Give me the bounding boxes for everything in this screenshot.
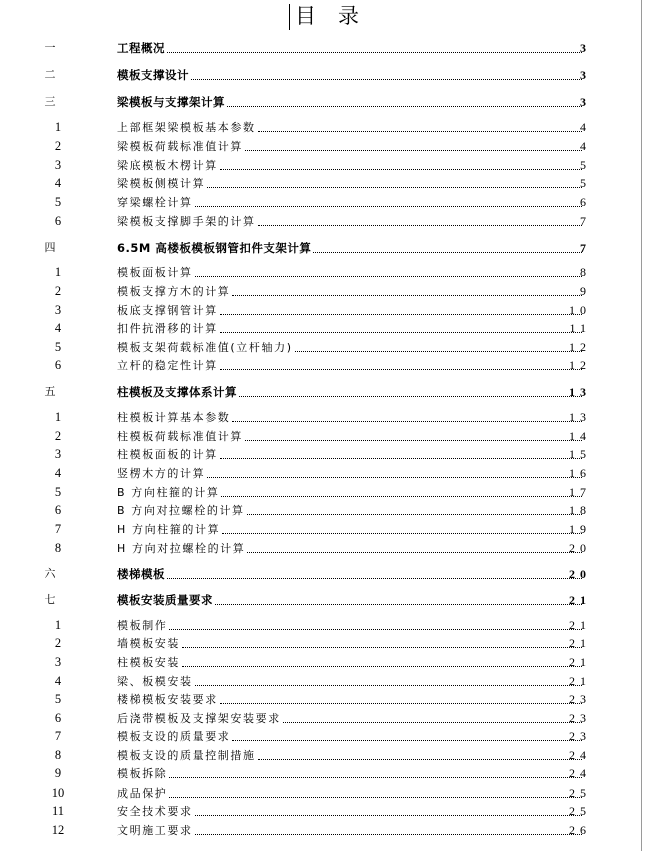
toc-entry-page-number: 21 (569, 674, 591, 688)
toc-entry-number: 4 (54, 674, 62, 688)
toc-entry-number: 2 (54, 139, 62, 153)
toc-entry-number: 6 (54, 711, 62, 725)
toc-entry-page-number: 20 (569, 567, 591, 581)
toc-entry-number: 5 (54, 195, 62, 209)
toc-entry-number: 3 (54, 158, 62, 172)
toc-entry-number: 11 (51, 804, 65, 818)
toc-entry-page-number: 15 (569, 447, 591, 461)
toc-entry-leader (117, 386, 584, 400)
toc-dot-leader (195, 814, 582, 816)
toc-dot-leader (220, 168, 582, 170)
toc-entry-leader (117, 69, 584, 83)
toc-entry-page-number: 14 (569, 429, 591, 443)
toc-entry-page-number: 12 (569, 340, 591, 354)
toc-entry-title: 梁底模板木楞计算 (117, 159, 218, 172)
toc-dot-leader (232, 739, 582, 741)
toc-entry-number: 二 (44, 68, 56, 81)
toc-entry-title: 梁模板支撑脚手架的计算 (117, 215, 256, 228)
toc-entry-number: 5 (54, 340, 62, 354)
toc-entry[interactable] (0, 93, 648, 111)
toc-entry-title: 墙模板安装 (117, 637, 180, 650)
toc-entry[interactable] (0, 263, 648, 281)
toc-dot-leader (195, 684, 582, 686)
toc-entry-title: 模板面板计算 (117, 266, 193, 279)
toc-entry-leader (117, 430, 584, 444)
toc-entry-leader (117, 359, 584, 373)
toc-entry-leader (117, 411, 584, 425)
toc-entry-title: 柱模板面板的计算 (117, 448, 218, 461)
toc-entry-number: 4 (54, 321, 62, 335)
toc-entry-page-number: 24 (569, 766, 591, 780)
toc-dot-leader (220, 331, 582, 333)
toc-entry-number: 1 (54, 618, 62, 632)
toc-dot-leader (169, 796, 582, 798)
toc-dot-leader (220, 313, 582, 315)
toc-entry[interactable] (0, 301, 648, 319)
toc-entry-title: 梁、板模安装 (117, 675, 193, 688)
toc-entry-number: 1 (54, 265, 62, 279)
toc-dot-leader (245, 439, 582, 441)
toc-entry-number: 1 (54, 120, 62, 134)
toc-entry-leader (117, 712, 584, 726)
toc-entry-title: 梁模板侧模计算 (117, 177, 206, 190)
toc-entry-title: 模板拆除 (117, 767, 168, 780)
toc-entry-title: 后浇带模板及支撑架安装要求 (117, 712, 281, 725)
toc-entry-leader (117, 285, 584, 299)
toc-entry-leader (117, 693, 584, 707)
toc-entry-page-number: 20 (569, 541, 591, 555)
toc-entry-page-number: 9 (580, 284, 591, 298)
toc-entry-page-number: 6 (580, 195, 591, 209)
toc-entry[interactable] (0, 501, 648, 519)
toc-entry-page-number: 21 (569, 655, 591, 669)
toc-entry[interactable] (0, 483, 648, 501)
toc-entry-page-number: 3 (580, 68, 591, 82)
toc-entry-title: 模板支设的质量要求 (117, 730, 231, 743)
toc-entry-title: H 方向柱箍的计算 (117, 523, 221, 536)
toc-entry[interactable] (0, 634, 648, 652)
toc-entry-page-number: 26 (569, 823, 591, 837)
toc-entry[interactable] (0, 338, 648, 356)
toc-entry-leader (117, 504, 584, 518)
toc-entry-number: 6 (54, 503, 62, 517)
toc-dot-leader (232, 294, 582, 296)
toc-entry-number: 4 (54, 176, 62, 190)
toc-entry[interactable] (0, 427, 648, 445)
toc-entry[interactable] (0, 616, 648, 634)
toc-entry[interactable] (0, 591, 648, 609)
toc-dot-leader (215, 603, 582, 605)
toc-entry[interactable] (0, 39, 648, 57)
toc-entry[interactable] (0, 672, 648, 690)
toc-dot-leader (207, 476, 582, 478)
toc-entry[interactable] (0, 66, 648, 84)
toc-entry-page-number: 23 (569, 711, 591, 725)
toc-entry[interactable] (0, 709, 648, 727)
toc-dot-leader (167, 577, 582, 579)
toc-entry[interactable] (0, 784, 648, 802)
toc-entry-leader (117, 448, 584, 462)
toc-entry-leader (117, 787, 584, 801)
toc-entry-leader (117, 523, 584, 537)
toc-entry-title: 扣件抗滑移的计算 (117, 322, 218, 335)
toc-entry-leader (117, 675, 584, 689)
toc-entry[interactable] (0, 802, 648, 820)
toc-entry-title: 立杆的稳定性计算 (117, 359, 218, 372)
toc-entry-number: 七 (44, 593, 56, 606)
toc-dot-leader (167, 51, 582, 53)
toc-dot-leader (221, 495, 582, 497)
toc-entry-leader (117, 568, 584, 582)
toc-entry-title: 文明施工要求 (117, 824, 193, 837)
toc-entry-leader (117, 656, 584, 670)
toc-entry[interactable] (0, 319, 648, 337)
toc-dot-leader (220, 368, 582, 370)
toc-entry-title: 竖楞木方的计算 (117, 467, 206, 480)
toc-dot-leader (258, 224, 582, 226)
toc-entry-leader (117, 215, 584, 229)
toc-entry-title: 模板支撑设计 (117, 69, 189, 82)
toc-entry-title: B 方向柱箍的计算 (117, 486, 220, 499)
toc-entry-title: 楼梯模板 (117, 568, 165, 581)
toc-entry-number: 1 (54, 410, 62, 424)
toc-dot-leader (220, 702, 582, 704)
toc-entry-leader (117, 730, 584, 744)
toc-entry-page-number: 7 (580, 214, 591, 228)
toc-entry-page-number: 4 (580, 139, 591, 153)
toc-entry-number: 3 (54, 303, 62, 317)
toc-entry-page-number: 3 (580, 95, 591, 109)
toc-entry-leader (117, 767, 584, 781)
toc-dot-leader (195, 275, 582, 277)
toc-dot-leader (182, 646, 582, 648)
toc-entry-page-number: 12 (569, 358, 591, 372)
toc-entry-page-number: 23 (569, 729, 591, 743)
toc-dot-leader (239, 395, 582, 397)
toc-entry-page-number: 13 (569, 385, 591, 399)
toc-entry-number: 五 (44, 385, 56, 398)
toc-entry-page-number: 18 (569, 503, 591, 517)
toc-dot-leader (220, 457, 582, 459)
toc-entry-number: 4 (54, 466, 62, 480)
toc-entry-number: 3 (54, 447, 62, 461)
toc-title-char-2: 录 (338, 4, 359, 28)
toc-entry[interactable] (0, 821, 648, 839)
toc-entry-title: B 方向对拉螺栓的计算 (117, 504, 245, 517)
toc-entry-title: 成品保护 (117, 787, 168, 800)
toc-entry[interactable] (0, 356, 648, 374)
toc-entry-title: 穿梁螺栓计算 (117, 196, 193, 209)
toc-entry-leader (117, 42, 584, 56)
toc-entry-leader (117, 140, 584, 154)
toc-entry[interactable] (0, 408, 648, 426)
toc-entry-leader (117, 749, 584, 763)
toc-title-char-1: 目 (295, 4, 316, 28)
toc-entry-leader (117, 242, 584, 256)
toc-entry-number: 2 (54, 429, 62, 443)
toc-entry-title: 梁模板荷载标准值计算 (117, 140, 243, 153)
toc-dot-leader (258, 130, 582, 132)
toc-entry-leader (117, 594, 584, 608)
toc-entry-number: 8 (54, 748, 62, 762)
toc-entry-leader (117, 542, 584, 556)
toc-dot-leader (247, 513, 582, 515)
text-cursor (289, 4, 290, 30)
toc-entry-number: 6 (54, 358, 62, 372)
toc-dot-leader (283, 721, 582, 723)
toc-entry-title: 模板支设的质量控制措施 (117, 749, 256, 762)
toc-entry-leader (117, 486, 584, 500)
toc-entry[interactable] (0, 727, 648, 745)
toc-entry-title: 模板制作 (117, 619, 168, 632)
toc-title-wrap (0, 4, 648, 28)
toc-dot-leader (169, 776, 582, 778)
toc-entry-leader (117, 637, 584, 651)
toc-entry[interactable] (0, 212, 648, 230)
toc-entry-number: 8 (54, 541, 62, 555)
toc-entry-page-number: 25 (569, 786, 591, 800)
toc-entry-page-number: 8 (580, 265, 591, 279)
toc-entry-page-number: 5 (580, 176, 591, 190)
toc-entry-page-number: 16 (569, 466, 591, 480)
toc-entry-leader (117, 96, 584, 110)
toc-dot-leader (207, 186, 582, 188)
toc-entry-page-number: 4 (580, 120, 591, 134)
toc-entry-title: 模板支架荷载标准值(立杆轴力) (117, 341, 293, 354)
toc-entry-number: 7 (54, 729, 62, 743)
toc-entry[interactable] (0, 282, 648, 300)
toc-entry-title: 梁模板与支撑架计算 (117, 96, 225, 109)
toc-entry-leader (117, 304, 584, 318)
toc-dot-leader (313, 251, 582, 253)
toc-entry-page-number: 19 (569, 522, 591, 536)
toc-entry-leader (117, 805, 584, 819)
toc-entry-number: 5 (54, 485, 62, 499)
toc-entry-page-number: 23 (569, 692, 591, 706)
toc-entry-title: 上部框架梁模板基本参数 (117, 121, 256, 134)
toc-entry[interactable] (0, 746, 648, 764)
toc-entry-page-number: 17 (569, 485, 591, 499)
toc-entry[interactable] (0, 156, 648, 174)
toc-entry-title: H 方向对拉螺栓的计算 (117, 542, 246, 555)
toc-entry-leader (117, 266, 584, 280)
toc-dot-leader (182, 665, 582, 667)
toc-entry-leader (117, 322, 584, 336)
toc-dot-leader (169, 628, 582, 630)
toc-entry-page-number: 10 (569, 303, 591, 317)
toc-entry[interactable] (0, 539, 648, 557)
toc-entry[interactable] (0, 464, 648, 482)
toc-entry-title: 柱模板安装 (117, 656, 180, 669)
toc-entry[interactable] (0, 764, 648, 782)
toc-entry[interactable] (0, 445, 648, 463)
toc-entry-title: 安全技术要求 (117, 805, 193, 818)
toc-dot-leader (227, 105, 582, 107)
toc-entry[interactable] (0, 383, 648, 401)
toc-entry-number: 四 (44, 241, 56, 254)
toc-entry-title: 板底支撑钢管计算 (117, 304, 218, 317)
toc-entry-page-number: 21 (569, 618, 591, 632)
toc-entry-number: 10 (51, 786, 65, 800)
toc-entry[interactable] (0, 565, 648, 583)
toc-entry-title: 模板支撑方木的计算 (117, 285, 231, 298)
toc-dot-leader (195, 205, 582, 207)
toc-entry-number: 一 (44, 41, 56, 54)
toc-entry-number: 7 (54, 522, 62, 536)
toc-entry[interactable] (0, 118, 648, 136)
toc-dot-leader (222, 532, 582, 534)
toc-entry-leader (117, 341, 584, 355)
toc-entry-page-number: 24 (569, 748, 591, 762)
toc-dot-leader (258, 758, 582, 760)
toc-entry-leader (117, 177, 584, 191)
toc-entry-title: 模板安装质量要求 (117, 594, 213, 607)
toc-title (289, 4, 359, 28)
toc-entry[interactable] (0, 239, 648, 257)
toc-entry-page-number: 5 (580, 158, 591, 172)
toc-dot-leader (191, 78, 582, 80)
toc-entry-title: 柱模板及支撑体系计算 (117, 386, 237, 399)
toc-entry-title: 6.5M 高楼板模板钢管扣件支架计算 (117, 242, 312, 255)
toc-entry-page-number: 7 (580, 241, 591, 255)
toc-entry[interactable] (0, 520, 648, 538)
toc-entry-leader (117, 619, 584, 633)
toc-entry-number: 三 (44, 95, 56, 108)
toc-entry[interactable] (0, 137, 648, 155)
toc-dot-leader (295, 350, 582, 352)
toc-entry-number: 12 (51, 823, 65, 837)
toc-entry-leader (117, 121, 584, 135)
toc-entry-leader (117, 159, 584, 173)
toc-dot-leader (247, 551, 582, 553)
toc-entry-number: 5 (54, 692, 62, 706)
toc-entry-leader (117, 196, 584, 210)
toc-entry[interactable] (0, 193, 648, 211)
toc-entry-page-number: 11 (569, 321, 591, 335)
toc-entry-page-number: 21 (569, 636, 591, 650)
toc-entry-leader (117, 467, 584, 481)
toc-entry-title: 工程概况 (117, 42, 165, 55)
toc-entry-number: 六 (44, 567, 56, 580)
toc-entry-number: 2 (54, 636, 62, 650)
toc-entry[interactable] (0, 653, 648, 671)
toc-entry-leader (117, 824, 584, 838)
toc-entry-page-number: 13 (569, 410, 591, 424)
toc-entry-number: 9 (54, 766, 62, 780)
toc-entry-number: 3 (54, 655, 62, 669)
toc-entry-number: 6 (54, 214, 62, 228)
toc-dot-leader (195, 833, 582, 835)
toc-entry-number: 2 (54, 284, 62, 298)
toc-entry-title: 柱模板荷载标准值计算 (117, 430, 243, 443)
toc-entry-title: 柱模板计算基本参数 (117, 411, 231, 424)
toc-dot-leader (245, 149, 582, 151)
toc-entry-page-number: 21 (569, 593, 591, 607)
toc-entry-title: 楼梯模板安装要求 (117, 693, 218, 706)
toc-entry[interactable] (0, 174, 648, 192)
toc-entry-page-number: 25 (569, 804, 591, 818)
toc-entry[interactable] (0, 690, 648, 708)
toc-entry-page-number: 3 (580, 41, 591, 55)
toc-dot-leader (232, 420, 582, 422)
